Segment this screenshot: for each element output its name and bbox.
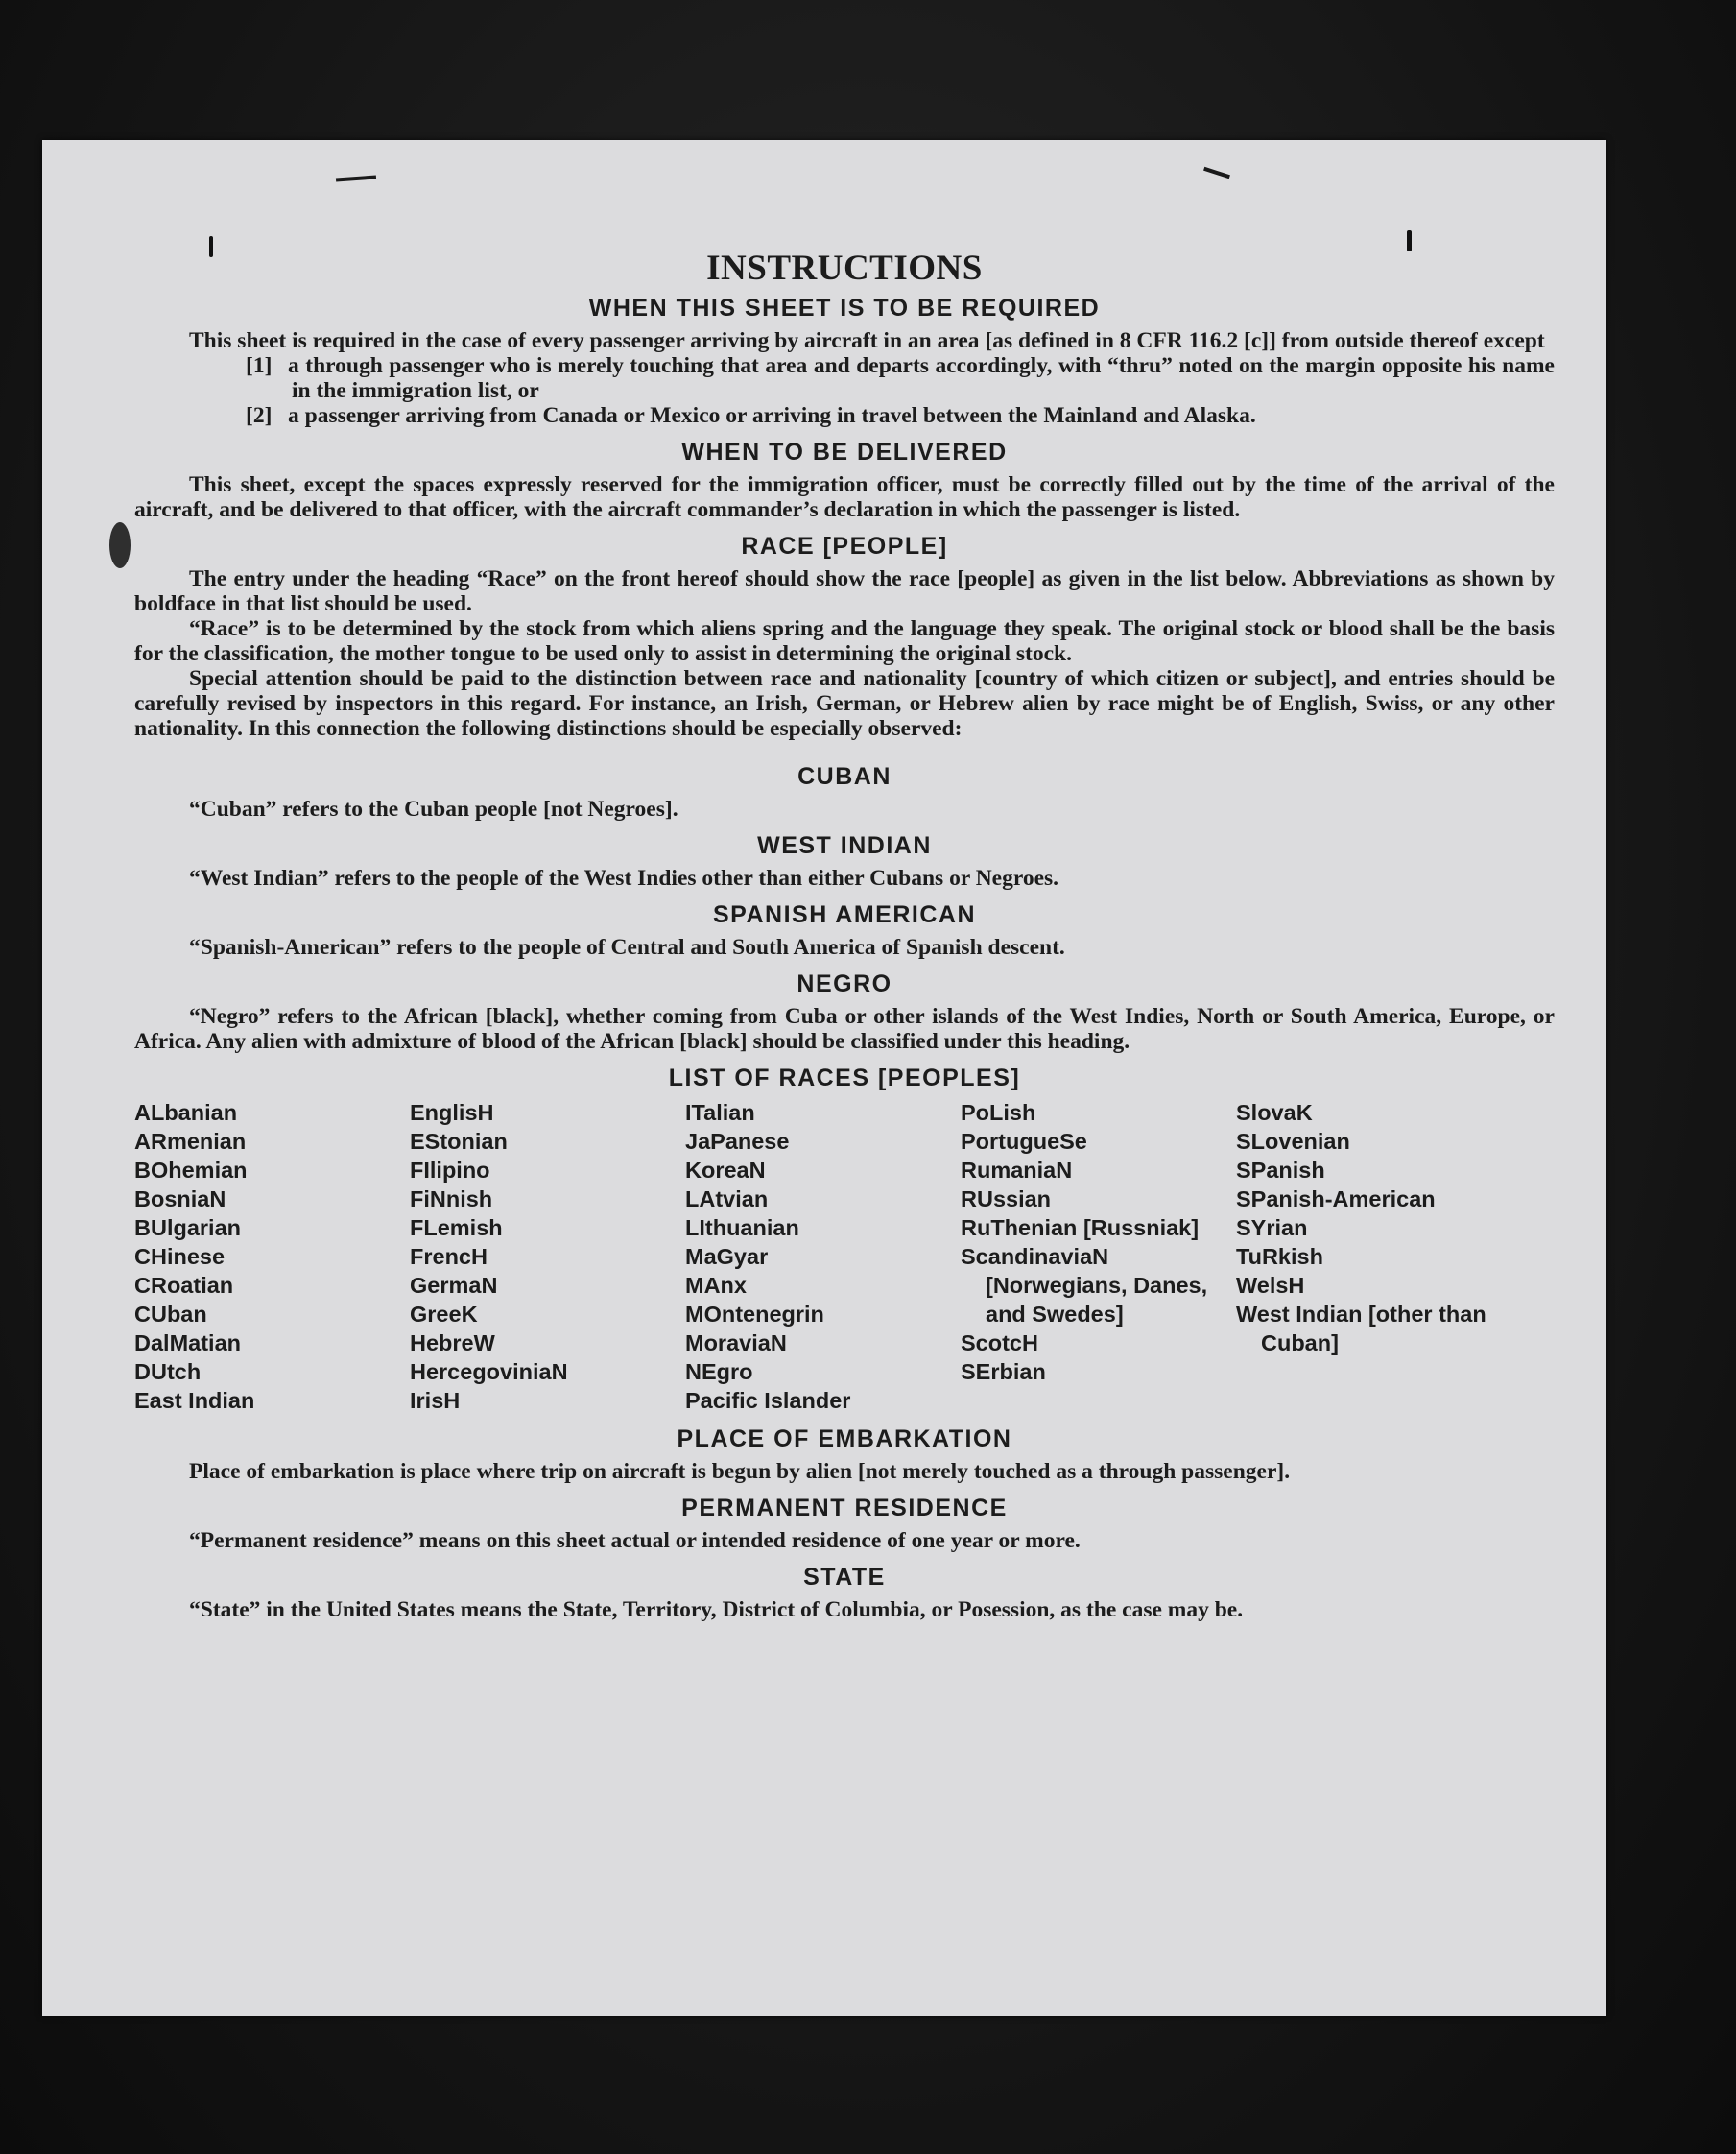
- race-entry: ScotcH: [961, 1330, 1038, 1355]
- when-required-intro: This sheet is required in the case of every passenger arriving by aircraft in an area [as defined in 8 CFR 116.2 [c]] from outside thereof except: [189, 328, 1545, 353]
- race-entry: ITalian: [685, 1100, 755, 1125]
- item-text: a through passenger who is merely touching that area and departs accordingly, with “thru” noted on the margin opposite his name in the immigration list, or: [288, 353, 1555, 403]
- race-column-5: [1236, 1098, 1514, 1415]
- cuban-text: “Cuban” refers to the Cuban people [not Negroes].: [189, 797, 678, 822]
- pencil-mark-right: [1203, 167, 1230, 179]
- spanish-american-text: “Spanish-American” refers to the people of Central and South America of Spanish descent.: [189, 935, 1065, 960]
- race-entry: IrisH: [410, 1388, 461, 1413]
- item-number: [1]: [246, 353, 273, 378]
- race-paragraph-2: “Race” is to be determined by the stock from which aliens spring and the language they speak. The original stock or blood shall be the basis for the classification, the mother tongue to be used only to assist in determining the original stock.: [134, 616, 1555, 666]
- embarkation-text: Place of embarkation is place where trip on aircraft is begun by alien [not merely touched as a through passenger].: [189, 1459, 1291, 1484]
- race-entry: FiNnish: [410, 1186, 493, 1211]
- race-entry: SYrian: [1236, 1215, 1308, 1240]
- exception-item-1: [246, 353, 1555, 403]
- race-entry: CUban: [134, 1302, 207, 1327]
- race-entry: ScandinaviaN [Norwegians, Danes, and Swedes]: [961, 1244, 1208, 1327]
- race-entry: SLovenian: [1236, 1129, 1350, 1154]
- race-entry: BUlgarian: [134, 1215, 241, 1240]
- race-entry: MoraviaN: [685, 1330, 787, 1355]
- document-body: [134, 248, 1555, 1622]
- race-entry: Pacific Islander: [685, 1388, 851, 1413]
- race-entry: TuRkish: [1236, 1244, 1323, 1269]
- race-entry: HercegoviniaN: [410, 1359, 568, 1384]
- residence-text: “Permanent residence” means on this sheet actual or intended residence of one year or more.: [189, 1528, 1081, 1553]
- race-entry: SPanish: [1236, 1158, 1325, 1183]
- race-entry: ARmenian: [134, 1129, 247, 1154]
- race-entry: HebreW: [410, 1330, 495, 1355]
- race-entry: RUssian: [961, 1186, 1052, 1211]
- heading-embarkation: PLACE OF EMBARKATION: [677, 1425, 1012, 1452]
- negro-text: “Negro” refers to the African [black], whether coming from Cuba or other islands of the West Indies, North or South America, Europe, or Africa. Any alien with admixture of blood of the African [black] should be classified under this heading.: [134, 1004, 1555, 1054]
- heading-when-required: WHEN THIS SHEET IS TO BE REQUIRED: [588, 295, 1101, 322]
- item-text: a passenger arriving from Canada or Mexico or arriving in travel between the Mainland and Alaska.: [288, 403, 1256, 428]
- race-entry: FLemish: [410, 1215, 503, 1240]
- race-entry: BosniaN: [134, 1186, 226, 1211]
- heading-race: RACE [PEOPLE]: [741, 533, 948, 560]
- race-entry: ALbanian: [134, 1100, 238, 1125]
- race-entry: JaPanese: [685, 1129, 790, 1154]
- west-indian-text: “West Indian” refers to the people of the West Indies other than either Cubans or Negroes.: [189, 866, 1059, 891]
- race-paragraph-3: Special attention should be paid to the distinction between race and nationality [country of which citizen or subject], and entries should be carefully revised by inspectors in this regard. For instance, an Irish, German, or Hebrew alien by race might be of English, Swiss, or any other nationality. In this connection the following distinctions should be especially observed:: [134, 666, 1555, 741]
- heading-cuban: CUBAN: [797, 763, 892, 790]
- race-column-3: [685, 1098, 961, 1415]
- race-entry: MOntenegrin: [685, 1302, 824, 1327]
- document-sheet: [42, 140, 1606, 2016]
- state-text: “State” in the United States means the State, Territory, District of Columbia, or Posession, as the case may be.: [189, 1597, 1244, 1622]
- race-entry: RumaniaN: [961, 1158, 1073, 1183]
- race-entry: GreeK: [410, 1302, 478, 1327]
- race-entry: CRoatian: [134, 1273, 234, 1298]
- heading-list-of-races: LIST OF RACES [PEOPLES]: [668, 1065, 1021, 1091]
- race-entry: NEgro: [685, 1359, 753, 1384]
- race-entry: GermaN: [410, 1273, 498, 1298]
- race-paragraph-1: The entry under the heading “Race” on the front hereof should show the race [people] as given in the list below. Abbreviations as shown by boldface in that list should be used.: [134, 566, 1555, 616]
- race-entry: SErbian: [961, 1359, 1046, 1384]
- race-entry: East Indian: [134, 1388, 255, 1413]
- race-entry: LAtvian: [685, 1186, 769, 1211]
- race-entry: WelsH: [1236, 1273, 1305, 1298]
- heading-west-indian: WEST INDIAN: [757, 832, 932, 859]
- race-entry: FIlipino: [410, 1158, 490, 1183]
- race-entry: DUtch: [134, 1359, 202, 1384]
- pencil-mark-left: [336, 176, 376, 182]
- race-entry: PortugueSe: [961, 1129, 1087, 1154]
- race-entry: CHinese: [134, 1244, 226, 1269]
- heading-negro: NEGRO: [797, 970, 892, 997]
- race-entry: EStonian: [410, 1129, 508, 1154]
- exception-item-2: [246, 403, 1555, 428]
- race-entry: West Indian [other than Cuban]: [1236, 1302, 1486, 1355]
- race-entry: DalMatian: [134, 1330, 241, 1355]
- heading-permanent-residence: PERMANENT RESIDENCE: [681, 1495, 1008, 1521]
- race-entry: BOhemian: [134, 1158, 248, 1183]
- race-entry: RuThenian [Russniak]: [961, 1215, 1200, 1240]
- ink-smudge: [109, 522, 131, 568]
- race-list: [134, 1098, 1555, 1415]
- race-entry: FrencH: [410, 1244, 488, 1269]
- race-entry: MaGyar: [685, 1244, 769, 1269]
- race-column-2: [410, 1098, 685, 1415]
- heading-spanish-american: SPANISH AMERICAN: [712, 901, 976, 928]
- race-entry: EnglisH: [410, 1100, 494, 1125]
- race-entry: SlovaK: [1236, 1100, 1313, 1125]
- race-column-1: [134, 1098, 410, 1415]
- document-title: INSTRUCTIONS: [706, 249, 983, 288]
- race-entry: LIthuanian: [685, 1215, 799, 1240]
- heading-state: STATE: [803, 1564, 886, 1591]
- race-entry: KoreaN: [685, 1158, 766, 1183]
- race-entry: SPanish-American: [1236, 1186, 1436, 1211]
- item-number: [2]: [246, 403, 273, 428]
- race-column-4: [961, 1098, 1236, 1415]
- heading-when-delivered: WHEN TO BE DELIVERED: [681, 439, 1008, 466]
- race-entry: PoLish: [961, 1100, 1036, 1125]
- when-delivered-text: This sheet, except the spaces expressly reserved for the immigration officer, must be correctly filled out by the time of the arrival of the aircraft, and be delivered to that officer, with the aircraft commander’s declaration in which the passenger is listed.: [134, 472, 1555, 522]
- race-entry: MAnx: [685, 1273, 747, 1298]
